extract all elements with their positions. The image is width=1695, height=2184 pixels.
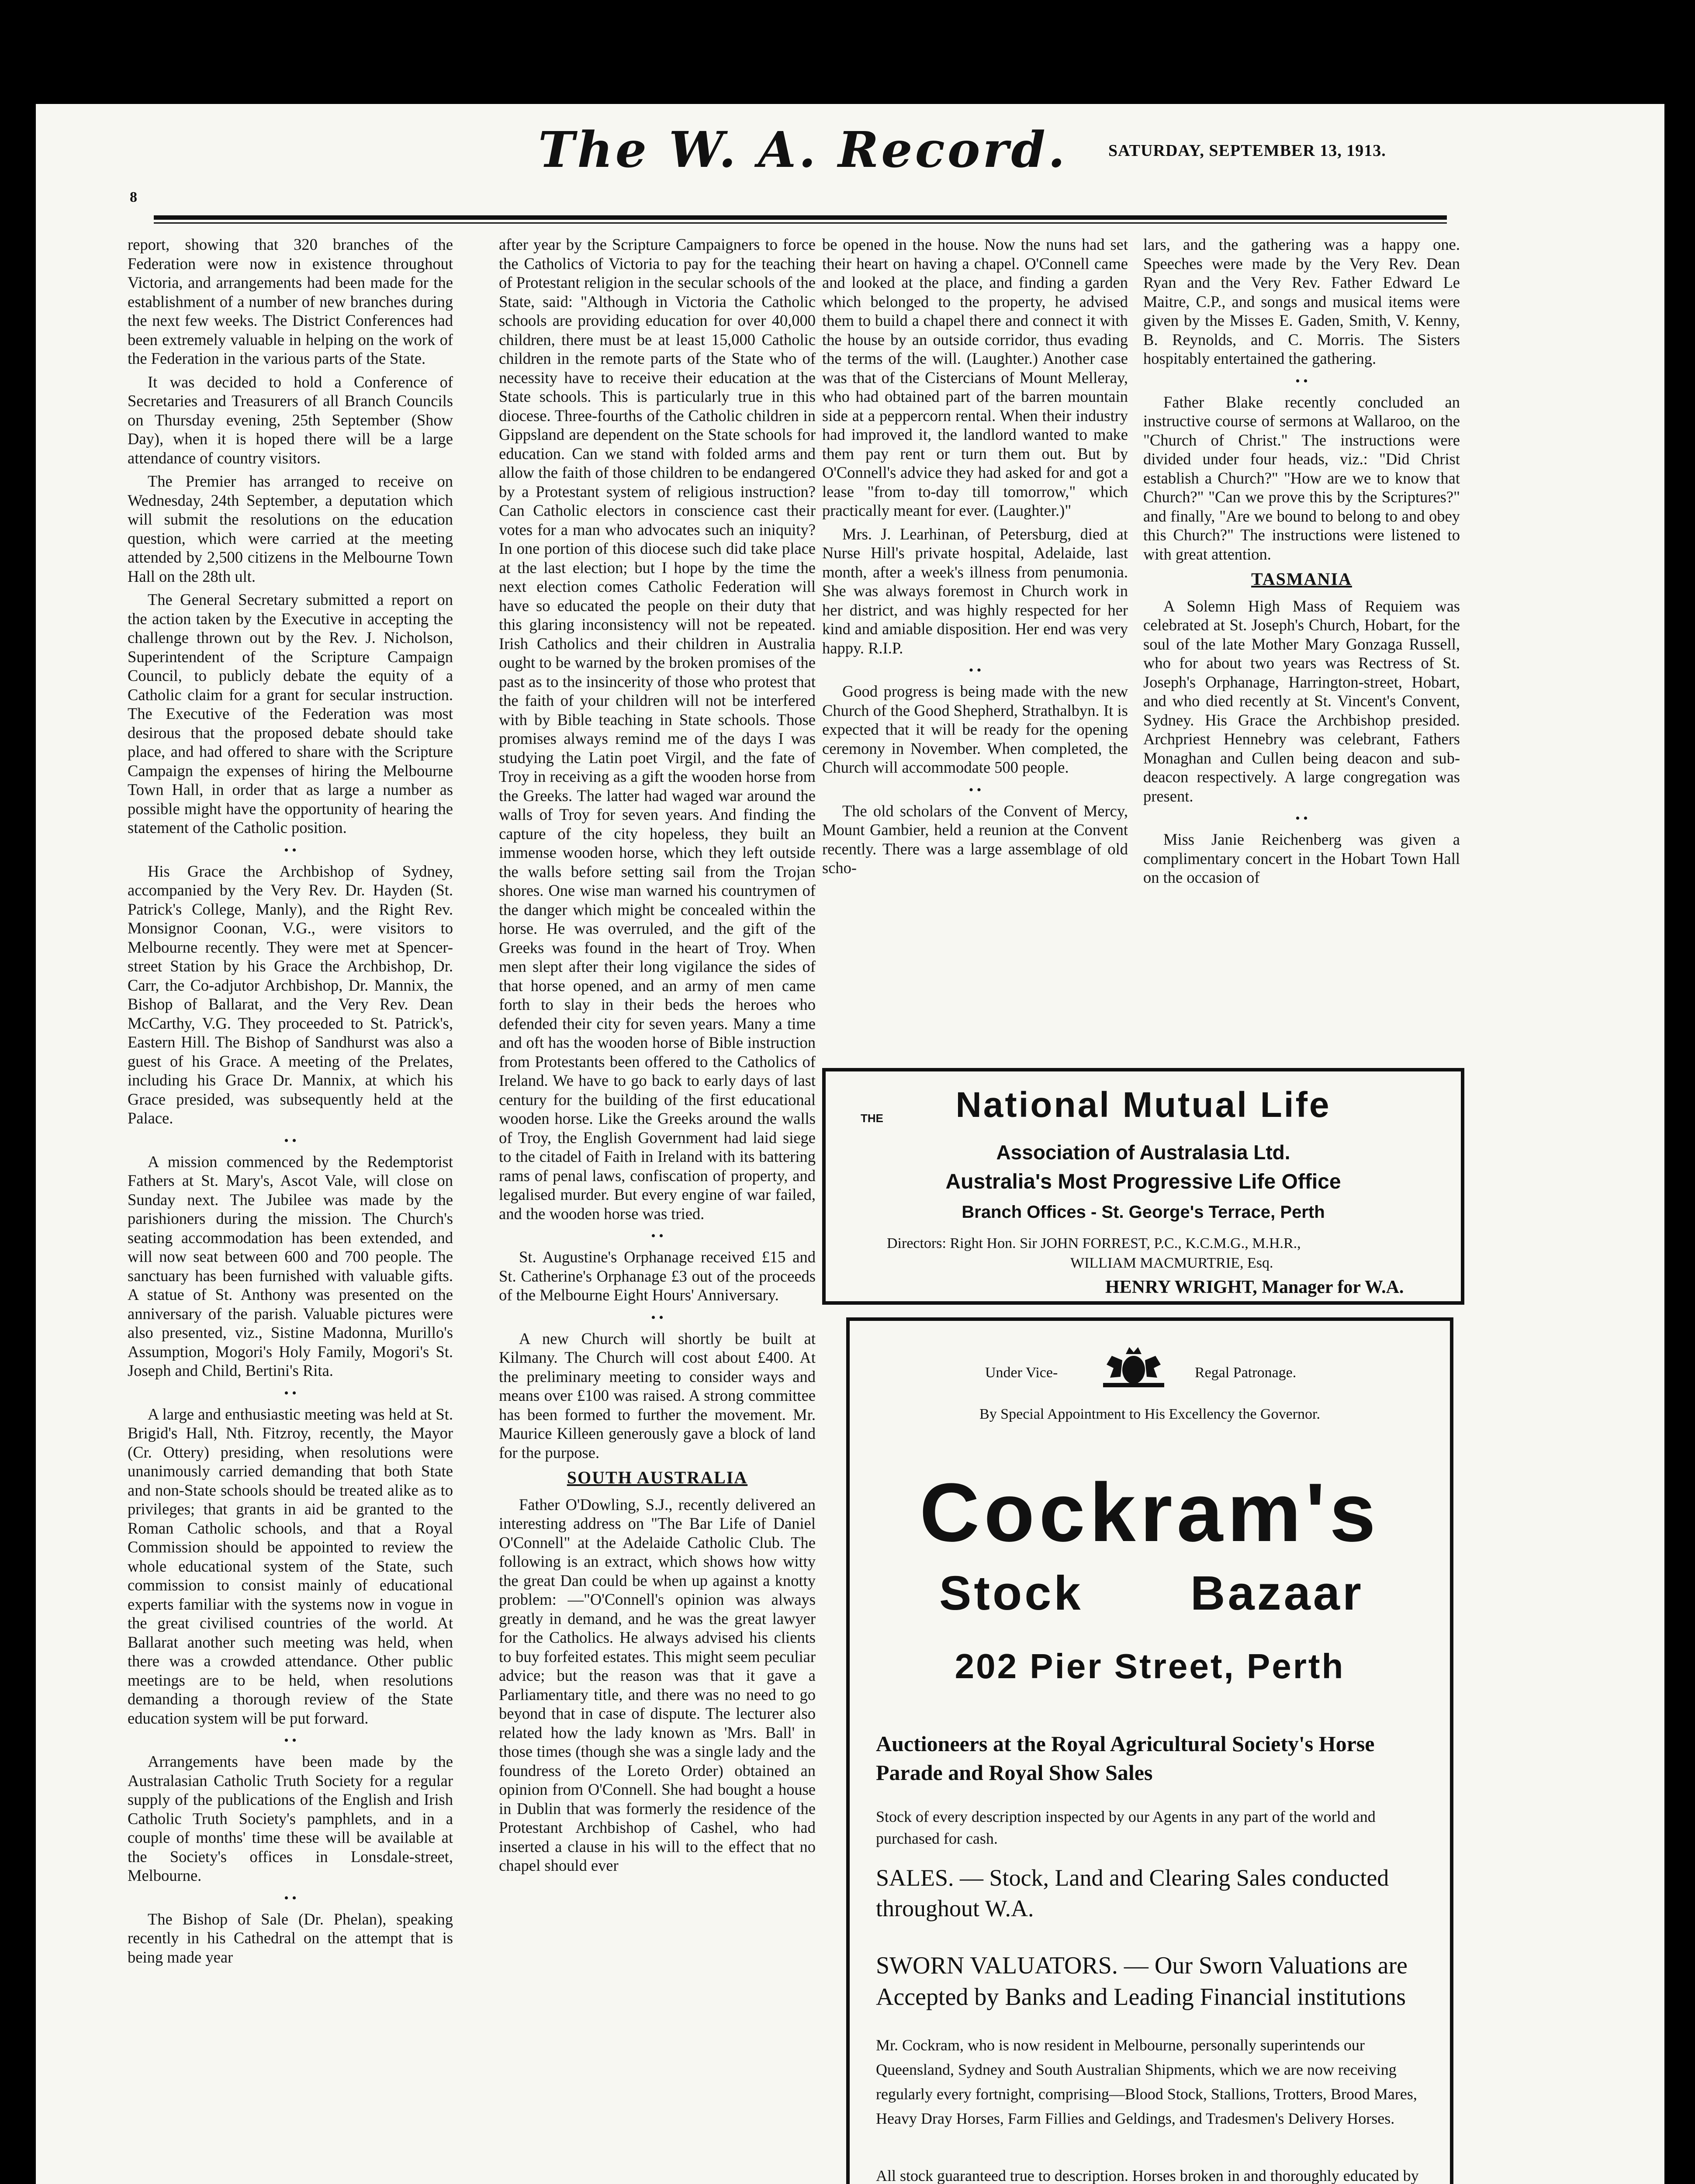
- national-mutual-advertisement: [822, 1068, 1464, 1305]
- ad-title: Cockram's: [919, 1466, 1380, 1559]
- ad-the: THE: [861, 1112, 883, 1125]
- section-separator: • •: [284, 1890, 297, 1905]
- section-separator: • •: [651, 1310, 664, 1325]
- ad-sales: SALES. — Stock, Land and Clearing Sales conducted throughout W.A.: [876, 1865, 1389, 1921]
- ad-manager: HENRY WRIGHT, Manager for W.A.: [1105, 1277, 1404, 1297]
- article-paragraph: The General Secretary submitted a report on the action taken by the Executive in accepting the challenge thrown out by the Rev. J. Nicholson, Superintendent of the Scripture Campaign Council, to publicly debate the equity of a Catholic claim for a grant for secular instruction. The Executive of the Federation was most desirous that the proposed debate should take place, and had offered to share with the Scripture Campaign the expenses of hiring the Melbourne Town Hall, in order that as large a number as possible might have the opportunity of hearing the statement of the Catholic position.: [128, 591, 453, 836]
- article-paragraph: Arrangements have been made by the Australasian Catholic Truth Society for a regular supply of the publications of the English and Irish Catholic Truth Society's pamphlets, and in a couple of months' time these will be available at the Society's offices in Lonsdale-street, Melbourne.: [128, 1752, 453, 1884]
- article-paragraph: Miss Janie Reichenberg was given a complimentary concert in the Hobart Town Hall on the occasion of: [1143, 830, 1460, 886]
- article-paragraph: It was decided to hold a Conference of Secretaries and Treasurers of all Branch Councils on Thursday evening, 25th September (Show Day), when it is hoped there will be a large attendance of country visitors.: [128, 373, 453, 467]
- masthead-rule-thin: [154, 222, 1447, 224]
- article-paragraph: A new Church will shortly be built at Kilmany. The Church will cost about £400. At the preliminary meeting to consider ways and means over £100 was raised. A strong committee has been formed to further the movement. Mr. Maurice Killeen generously gave a block of land for the purpose.: [499, 1329, 816, 1462]
- article-paragraph: A large and enthusiastic meeting was held at St. Brigid's Hall, Nth. Fitzroy, recently, the Mayor (Cr. Ottery) presiding, when resolutions were unanimously carried demanding that both State and non-State schools should be treated alike as to privileges; that grants in aid be granted to the Roman Catholic schools, and that a Royal Commission should be appointed to review the whole educational system of the State, such commission to consist mainly of educational experts familiar with the systems now in vogue in the great civilised countries of the world. At Ballarat another such meeting was held, when there was a crowded attendance. Other public meetings are to be held, when resolutions demanding a thorough review of the State education system will be put forward.: [128, 1405, 453, 1727]
- article-paragraph: His Grace the Archbishop of Sydney, accompanied by the Very Rev. Dr. Hayden (St. Patrick's College, Manly), and the Right Rev. Monsignor Coonan, V.G., were visitors to Melbourne recently. They were met at Spencer-street Station by his Grace the Archbishop, Dr. Carr, the Co-adjutor Archbishop, Dr. Mannix, the Bishop of Ballarat, and the Very Rev. Dean McCarthy, V.G. They proceeded to St. Patrick's, Eastern Hill. The Bishop of Sandhurst was also a guest of his Grace. A meeting of the Prelates, including his Grace Dr. Mannix, at which his Grace presided, was subsequently held at the Palace.: [128, 862, 453, 1127]
- section-separator: • •: [1295, 811, 1308, 826]
- section-heading-tasmania: TASMANIA: [1251, 569, 1352, 589]
- column-4: [1143, 235, 1460, 892]
- newspaper-page: [36, 104, 1664, 2184]
- article-paragraph: be opened in the house. Now the nuns had set their heart on having a chapel. O'Connell came and looked at the place, and finding a garden which belonged to the property, he advised them to build a chapel there and connect it with the house by an outside corridor, thus evading the terms of the will. (Laughter.) Another case was that of the Cistercians of Mount Melleray, who had obtained part of the barren mountain side at a peppercorn rental. When their industry had improved it, the landlord wanted to make them pay rent or turn them out. But by O'Connell's advice they had asked for and got a lease "from to-day till tomorrow," which practically meant for ever. (Laughter.)": [822, 235, 1128, 519]
- column-1: [128, 235, 453, 1971]
- section-separator: • •: [284, 843, 297, 857]
- article-paragraph: St. Augustine's Orphanage received £15 and St. Catherine's Orphanage £3 out of the proceeds of the Melbourne Eight Hours' Anniversary.: [499, 1248, 816, 1304]
- ad-body: Stock of every description inspected by our Agents in any part of the world and purchased for cash.: [876, 1808, 1376, 1847]
- ad-subtitle: Bazaar: [1190, 1566, 1364, 1620]
- masthead-rule: [154, 215, 1447, 220]
- article-paragraph: The Premier has arranged to receive on Wednesday, 24th September, a deputation which will submit the resolutions on the education question, which were carried at the meeting attended by 2,500 citizens in the Melbourne Town Hall on the 28th ult.: [128, 472, 453, 585]
- article-paragraph: A Solemn High Mass of Requiem was celebrated at St. Joseph's Church, Hobart, for the soul of the late Mother Mary Gonzaga Russell, who for about two years was Rectress of St. Joseph's Orphanage, Harrington-street, Hobart, and who died recently at St. Vincent's Convent, Sydney. His Grace the Archbishop presided. Archpriest Hennebry was celebrant, Fathers Monaghan and Cullen being deacon and sub-deacon respectively. A large congregation was present.: [1143, 597, 1460, 805]
- section-separator: • •: [969, 782, 982, 797]
- ad-body: All stock guaranteed true to description. Horses broken in and thoroughly educated by: [876, 2167, 1419, 2184]
- ad-address: 202 Pier Street, Perth: [955, 1647, 1345, 1686]
- section-separator: • •: [969, 663, 982, 677]
- ad-line: Association of Australasia Ltd.: [996, 1141, 1290, 1164]
- article-paragraph: Good progress is being made with the new Church of the Good Shepherd, Strathalbyn. It is expected that it will be ready for the opening ceremony in November. When completed, the Church will accommodate 500 people.: [822, 682, 1128, 776]
- article-paragraph: Mrs. J. Learhinan, of Petersburg, died at Nurse Hill's private hospital, Adelaide, last month, after a week's illness from penumonia. She was always foremost in Church work in her district, and was highly respected for her kind and amiable disposition. Her end was very happy. R.I.P.: [822, 525, 1128, 657]
- section-heading-south-australia: SOUTH AUSTRALIA: [567, 1468, 748, 1487]
- section-separator: • •: [284, 1733, 297, 1748]
- issue-date: SATURDAY, SEPTEMBER 13, 1913.: [1108, 142, 1386, 160]
- ad-auctioneers: Auctioneers at the Royal Agricultural Society's Horse Parade and Royal Show Sales: [876, 1731, 1375, 1785]
- appointment-text: By Special Appointment to His Excellency the Governor.: [979, 1406, 1320, 1422]
- article-paragraph: Father O'Dowling, S.J., recently delivered an interesting address on "The Bar Life of Daniel O'Connell" at the Adelaide Catholic Club. The following is an extract, which shows how witty the great Dan could be when up against a knotty problem: —"O'Connell's opinion was always greatly in demand, and he was the great lawyer for the Catholics. He always advised his clients to buy forfeited estates. This might seem peculiar advice; but the reason was that it gave a Parliamentary title, and there was no need to go beyond that in case of dispute. The lecturer also related how the lady known as 'Mrs. Ball' in those times (though she was a single lady and the foundress of the Loreto Order) obtained an opinion from O'Connell. She had bought a house in Dublin that was formerly the residence of the Protestant Archbishop of Cashel, who had inserted a clause in his will to the effect that no chapel should ever: [499, 1495, 816, 1874]
- patronage-text: Regal Patronage.: [1195, 1365, 1297, 1381]
- ad-directors: WILLIAM MACMURTRIE, Esq.: [1070, 1255, 1273, 1271]
- page-number: 8: [130, 189, 137, 205]
- ad-line: Branch Offices - St. George's Terrace, Perth: [962, 1203, 1325, 1222]
- article-paragraph: A mission commenced by the Redemptorist Fathers at St. Mary's, Ascot Vale, will close on Sunday next. The Jubilee was made by the parishioners during the mission. The Church's seating accommodation has been extended, and will now seat between 600 and 700 people. The sanctuary has been furnished with valuable gifts. A statue of St. Anthony was presented on the anniversary of the parish. Valuable pictures were also presented, viz., Sistine Madonna, Murillo's Assumption, Mogori's Holy Family, Mogori's St. Joseph and Child, Bertini's Rita.: [128, 1152, 453, 1379]
- article-paragraph: The Bishop of Sale (Dr. Phelan), speaking recently in his Cathedral on the attempt that is being made year: [128, 1910, 453, 1966]
- article-paragraph: lars, and the gathering was a happy one. Speeches were made by the Very Rev. Dean Ryan and the Very Rev. Father Edward Le Maitre, C.P., and songs and musical items were given by the Misses E. Gaden, Smith, V. Kenny, B. Reynolds, and C. Morris. The Sisters hospitably entertained the gathering.: [1143, 235, 1460, 367]
- cockrams-advertisement: [846, 1317, 1453, 2184]
- patronage-text: Under Vice-: [985, 1365, 1058, 1381]
- column-2: [499, 235, 816, 1880]
- ad-body: Mr. Cockram, who is now resident in Melbourne, personally superintends our Queensland, Sydney and South Australian Shipments, which we are now receiving regularly every fortnight, comprising—Blood Stock, Stallions, Trotters, Brood Mares, Heavy Dray Horses, Farm Fillies and Geldings, and Tradesmen's Delivery Horses.: [876, 2036, 1417, 2127]
- section-separator: • •: [284, 1386, 297, 1400]
- ad-subtitle: Stock: [939, 1566, 1083, 1620]
- article-paragraph: after year by the Scripture Campaigners to force the Catholics of Victoria to pay for the teaching of Protestant religion in the secular schools of the State, said: "Although in Victoria the Catholic schools are providing education for over 40,000 children, there must be at least 15,000 Catholic children in the remote parts of the State who of necessity have to receive their education at the State schools. This is particularly true in this diocese. Three-fourths of the Catholic children in Gippsland are dependent on the State schools for education. Can we stand with folded arms and allow the faith of those children to be endangered by a Protestant system of religious instruction? Can Catholic electors in conscience cast their votes for a man who advocates such an iniquity? In one portion of this diocese such did take place at the last election; but I hope by the time the next election comes Catholic Federation will have so educated the people on their duty that this glaring inconsistency will not be repeated. Irish Catholics and their children in Australia ought to be warned by the broken promises of the past as to the insincerity of those who protest that the faith of your children will not be interfered with by Bible teaching in State schools. Those promises always remind me of the days I was studying the Latin poet Virgil, and the fate of Troy in receiving as a gift the wooden horse from the Greeks. The latter had waged war around the walls of Troy for seven years. And finding the capture of the city hopeless, they built an immense wooden horse, which they left outside the walls before setting sail from the Trojan shores. One wise man warned his countrymen of the danger which might be concealed within the horse. He was overruled, and the gift of the Greeks was found in the heart of Troy. When men slept after their long vigilance the sides of that horse opened, and an army of men came forth to slay in their beds the heroes who defended their city for seven years. Many a time and oft has the wooden horse of Bible instruction from Protestants been offered to the Catholics of Ireland. We have to go back to early days of last century for the building of the first educational wooden horse. Like the Greeks around the walls of Troy, the English Government had laid siege to the citadel of Faith in Ireland with its battering rams of penal laws, confiscation of property, and legalised murder. But every engine of war failed, and the wooden horse was tried.: [499, 235, 816, 1223]
- royal-crest-icon: [1094, 1343, 1173, 1391]
- article-paragraph: The old scholars of the Convent of Mercy, Mount Gambier, held a reunion at the Convent recently. There was a large assemblage of old scho-: [822, 802, 1128, 877]
- section-separator: • •: [284, 1133, 297, 1148]
- ad-valuators: SWORN VALUATORS. — Our Sworn Valuations are Accepted by Banks and Leading Financial institutions: [876, 1952, 1408, 2011]
- article-paragraph: Father Blake recently concluded an instructive course of sermons at Wallaroo, on the "Church of Christ." The instructions were divided under four heads, viz.: "Did Christ establish a Church?" "How are we to know that Church?" "Can we prove this by the Scriptures?" and finally, "Are we bound to belong to and obey this Church?" The instructions were listened to with great attention.: [1143, 393, 1460, 563]
- section-separator: • •: [1295, 373, 1308, 388]
- article-paragraph: report, showing that 320 branches of the Federation were now in existence throughout Victoria, and arrangements had been made for the establishment of a number of new branches during the next few weeks. The District Conferences had been extremely valuable in helping on the work of the Federation in the various parts of the State.: [128, 235, 453, 367]
- masthead-title: The W. A. Record.: [538, 121, 1068, 179]
- ad-line: Australia's Most Progressive Life Office: [945, 1170, 1341, 1193]
- ad-title: National Mutual Life: [955, 1085, 1331, 1125]
- column-3: [822, 235, 1128, 882]
- section-separator: • •: [651, 1229, 664, 1243]
- ad-directors: Directors: Right Hon. Sir JOHN FORREST, P.C., K.C.M.G., M.H.R.,: [887, 1235, 1301, 1251]
